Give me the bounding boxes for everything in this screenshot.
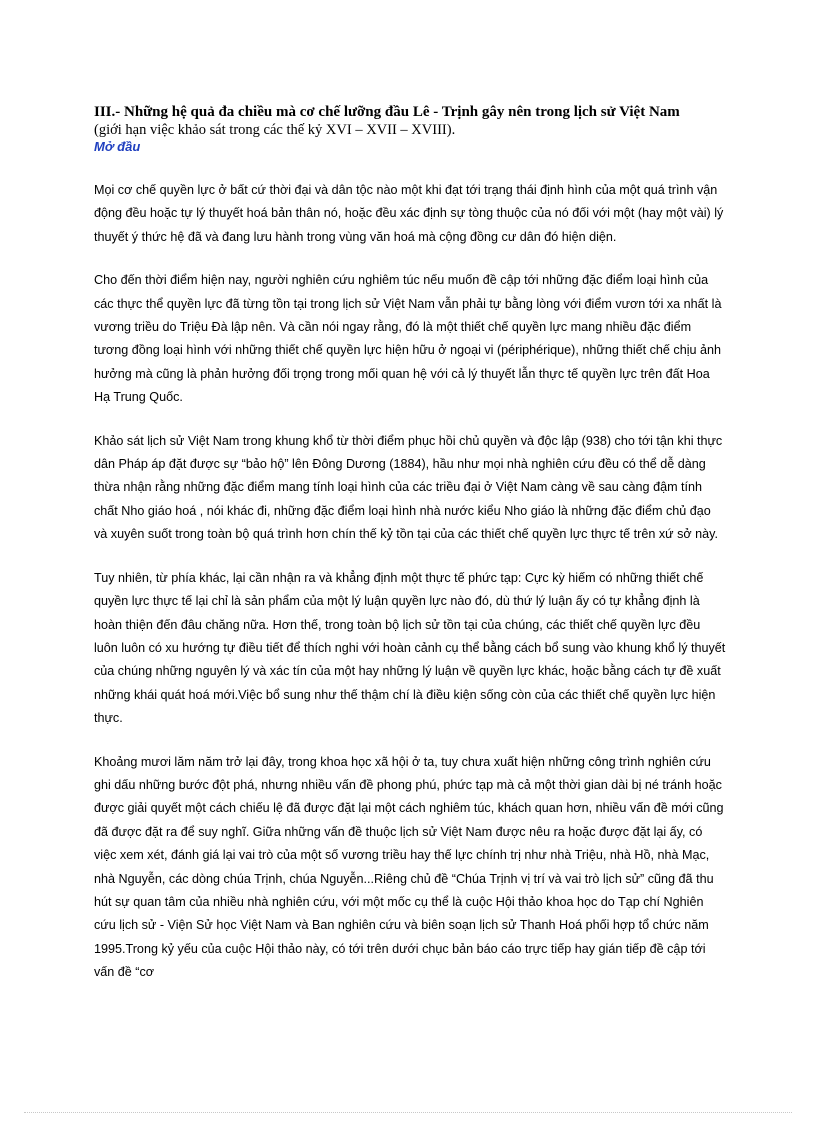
paragraph-1: Mọi cơ chế quyền lực ở bất cứ thời đại và dân tộc nào một khi đạt tới trạng thái định hình của một quá trình vận động đều hoặc tự lý thuyết hoá bản thân nó, hoặc đều xác định sự tòng thuộc của nó đối với một (hay một vài) lý thuyết ý thức hệ đã và đang lưu hành trong vùng văn hoá mà cộng đồng cư dân đó hiện diện. <box>94 183 724 244</box>
paragraph-2: Cho đến thời điểm hiện nay, người nghiên cứu nghiêm túc nếu muốn đề cập tới những đặc điểm loại hình của các thực thể quyền lực đã từng tồn tại trong lịch sử Việt Nam vẫn phải tự bằng lòng với điểm vươn tới xa nhất là vương triều do Triệu Đà lập nên. Và cần nói ngay rằng, đó là một thiết chế quyền lực mang nhiều đặc điểm tương đồng loại hình với những thiết chế quyền lực hiện hữu ở ngoại vi (périphérique), những thiết chế chịu ảnh hưởng mà cũng là phản hưởng đối trọng trong mối quan hệ với cả lý thuyết lẫn thực tế quyền lực trên đất Hoa Hạ Trung Quốc. <box>94 273 722 405</box>
document-subtitle: (giới hạn việc khảo sát trong các thế kỷ XVI – XVII – XVIII). <box>94 122 456 138</box>
document-page <box>94 102 726 985</box>
paragraph-3: Khảo sát lịch sử Việt Nam trong khung khổ từ thời điểm phục hồi chủ quyền và độc lập (938) cho tới tận khi thực dân Pháp áp đặt được sự “bảo hộ” lên Đông Dương (1884), hầu như mọi nhà nghiên cứu đều có thể dễ dàng thừa nhận rằng những đặc điểm mang tính loại hình của các triều đại ở Việt Nam càng về sau càng đậm tính chất Nho giáo hoá , nói khác đi, những đặc điểm loại hình nhà nước kiểu Nho giáo là những đặc điểm chủ đạo và xuyên suốt trong toàn bộ quá trình hơn chín thế kỷ tồn tại của các thiết chế quyền lực thực tế trên xứ sở này. <box>94 433 723 542</box>
page-footer-rule <box>24 1112 792 1113</box>
intro-heading: Mở đầu <box>94 139 141 154</box>
document-title: III.- Những hệ quả đa chiều mà cơ chế lưỡng đầu Lê - Trịnh gây nên trong lịch sử Việt Nam <box>94 104 680 120</box>
paragraph-4: Tuy nhiên, từ phía khác, lại cần nhận ra và khẳng định một thực tế phức tạp: Cực kỳ hiếm có những thiết chế quyền lực thực tế lại chỉ là sản phẩm của một lý luận quyền lực nào đó, dù thứ lý luận ấy có tự khẳng định là hoàn thiện đến đâu chăng nữa. Hơn thế, trong toàn bộ lịch sử tồn tại của chúng, các thiết chế quyền lực đều luôn luôn có xu hướng tự điều tiết để thích nghi với hoàn cảnh cụ thể bằng cách bổ sung vào khung khổ lý thuyết của chúng những nguyên lý và xác tín của một hay những lý luận về quyền lực khác, hoặc bằng cách tự đề xuất những khái quát hoá mới.Việc bổ sung như thế thậm chí là điều kiện sống còn của các thiết chế quyền lực hiện thực. <box>94 570 726 726</box>
paragraph-5: Khoảng mươi lăm năm trở lại đây, trong khoa học xã hội ở ta, tuy chưa xuất hiện những công trình nghiên cứu ghi dấu những bước đột phá, nhưng nhiều vấn đề phong phú, phức tạp mà cả một thời gian dài bị né tránh hoặc được giải quyết một cách chiếu lệ đã được đặt lại một cách nghiêm túc, khách quan hơn, nhiều vấn đề mới cũng đã được đặt ra để suy nghĩ. Giữa những vấn đề thuộc lịch sử Việt Nam được nêu ra hoặc được đặt lại ấy, có việc xem xét, đánh giá lại vai trò của một số vương triều hay thế lực chính trị như nhà Triệu, nhà Hồ, nhà Mạc, nhà Nguyễn, các dòng chúa Trịnh, chúa Nguyễn...Riêng chủ đề “Chúa Trịnh vị trí và vai trò lịch sử” cũng đã thu hút sự quan tâm của nhiều nhà nghiên cứu, với một mốc cụ thể là cuộc Hội thảo khoa học do Tạp chí Nghiên cứu lịch sử - Viện Sử học Việt Nam và Ban nghiên cứu và biên soạn lịch sử Thanh Hoá phối hợp tổ chức năm 1995.Trong kỷ yếu của cuộc Hội thảo này, có tới trên dưới chục bản báo cáo trực tiếp hay gián tiếp đề cập tới vấn đề “cơ <box>94 754 724 980</box>
